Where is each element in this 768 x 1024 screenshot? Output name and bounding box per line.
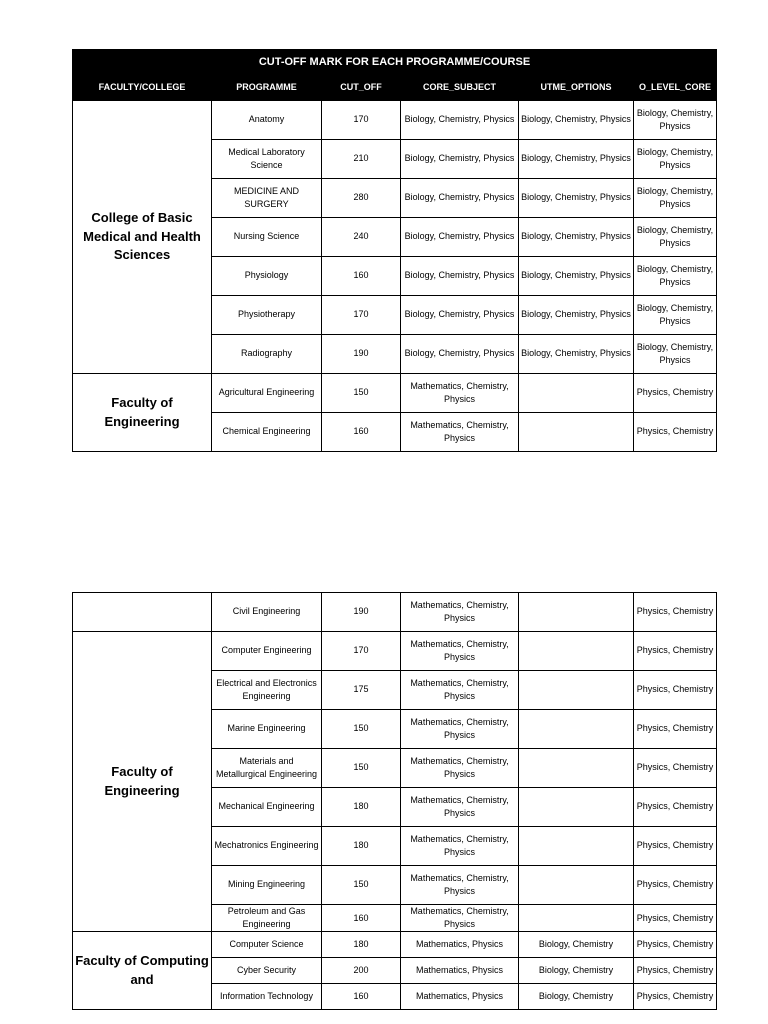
utme-options-cell — [519, 374, 634, 413]
cut-off-cell: 160 — [322, 257, 401, 296]
faculty-cell: Faculty of Engineering — [73, 374, 212, 452]
core-subject-cell: Biology, Chemistry, Physics — [401, 335, 519, 374]
programme-cell: Petroleum and Gas Engineering — [212, 905, 322, 932]
programme-cell: Radiography — [212, 335, 322, 374]
core-subject-cell: Mathematics, Chemistry, Physics — [401, 788, 519, 827]
utme-options-cell — [519, 866, 634, 905]
cutoff-table-page1 — [72, 49, 717, 452]
o-level-core-cell: Biology, Chemistry, Physics — [634, 257, 717, 296]
cut-off-cell: 280 — [322, 179, 401, 218]
table-row — [73, 374, 717, 413]
utme-options-cell — [519, 905, 634, 932]
core-subject-cell: Mathematics, Chemistry, Physics — [401, 710, 519, 749]
utme-options-cell — [519, 749, 634, 788]
utme-options-cell: Biology, Chemistry, Physics — [519, 257, 634, 296]
table-row — [73, 932, 717, 958]
utme-options-cell — [519, 413, 634, 452]
core-subject-cell: Biology, Chemistry, Physics — [401, 140, 519, 179]
o-level-core-cell: Physics, Chemistry — [634, 827, 717, 866]
faculty-cell: Faculty of Computing and — [73, 932, 212, 1010]
o-level-core-cell: Physics, Chemistry — [634, 932, 717, 958]
o-level-core-cell: Physics, Chemistry — [634, 749, 717, 788]
cutoff-table-page2 — [72, 592, 717, 1010]
cut-off-cell: 160 — [322, 984, 401, 1010]
cut-off-cell: 200 — [322, 958, 401, 984]
core-subject-cell: Mathematics, Chemistry, Physics — [401, 866, 519, 905]
programme-cell: Mechatronics Engineering — [212, 827, 322, 866]
column-header-programme: PROGRAMME — [212, 76, 322, 101]
cut-off-cell: 160 — [322, 413, 401, 452]
utme-options-cell: Biology, Chemistry — [519, 932, 634, 958]
o-level-core-cell: Physics, Chemistry — [634, 866, 717, 905]
cut-off-cell: 190 — [322, 335, 401, 374]
o-level-core-cell: Physics, Chemistry — [634, 374, 717, 413]
o-level-core-cell: Biology, Chemistry, Physics — [634, 218, 717, 257]
core-subject-cell: Mathematics, Chemistry, Physics — [401, 827, 519, 866]
cut-off-cell: 180 — [322, 932, 401, 958]
cut-off-cell: 150 — [322, 749, 401, 788]
programme-cell: Nursing Science — [212, 218, 322, 257]
core-subject-cell: Biology, Chemistry, Physics — [401, 257, 519, 296]
table-row — [73, 632, 717, 671]
utme-options-cell — [519, 671, 634, 710]
cut-off-cell: 190 — [322, 593, 401, 632]
utme-options-cell — [519, 593, 634, 632]
programme-cell: Medical Laboratory Science — [212, 140, 322, 179]
table-title: CUT-OFF MARK FOR EACH PROGRAMME/COURSE — [73, 50, 717, 76]
utme-options-cell: Biology, Chemistry — [519, 958, 634, 984]
o-level-core-cell: Biology, Chemistry, Physics — [634, 296, 717, 335]
table-row — [73, 101, 717, 140]
core-subject-cell: Mathematics, Chemistry, Physics — [401, 749, 519, 788]
core-subject-cell: Mathematics, Physics — [401, 958, 519, 984]
cut-off-cell: 170 — [322, 632, 401, 671]
o-level-core-cell: Physics, Chemistry — [634, 788, 717, 827]
programme-cell: Physiotherapy — [212, 296, 322, 335]
cut-off-cell: 175 — [322, 671, 401, 710]
core-subject-cell: Mathematics, Chemistry, Physics — [401, 905, 519, 932]
core-subject-cell: Biology, Chemistry, Physics — [401, 179, 519, 218]
utme-options-cell — [519, 827, 634, 866]
programme-cell: Computer Engineering — [212, 632, 322, 671]
core-subject-cell: Biology, Chemistry, Physics — [401, 296, 519, 335]
faculty-cell: College of Basic Medical and Health Sciences — [73, 101, 212, 374]
o-level-core-cell: Physics, Chemistry — [634, 984, 717, 1010]
cut-off-cell: 240 — [322, 218, 401, 257]
programme-cell: Information Technology — [212, 984, 322, 1010]
cut-off-cell: 150 — [322, 710, 401, 749]
column-header-o-level-core: O_LEVEL_CORE — [634, 76, 717, 101]
column-header-utme-options: UTME_OPTIONS — [519, 76, 634, 101]
column-header-cut-off: CUT_OFF — [322, 76, 401, 101]
table-row — [73, 593, 717, 632]
core-subject-cell: Mathematics, Chemistry, Physics — [401, 413, 519, 452]
programme-cell: MEDICINE AND SURGERY — [212, 179, 322, 218]
utme-options-cell: Biology, Chemistry, Physics — [519, 218, 634, 257]
o-level-core-cell: Physics, Chemistry — [634, 413, 717, 452]
core-subject-cell: Biology, Chemistry, Physics — [401, 101, 519, 140]
faculty-cell: Faculty of Engineering — [73, 632, 212, 932]
column-header-faculty: FACULTY/COLLEGE — [73, 76, 212, 101]
cut-off-cell: 180 — [322, 788, 401, 827]
programme-cell: Civil Engineering — [212, 593, 322, 632]
cut-off-cell: 150 — [322, 866, 401, 905]
o-level-core-cell: Physics, Chemistry — [634, 958, 717, 984]
utme-options-cell: Biology, Chemistry, Physics — [519, 296, 634, 335]
cut-off-cell: 170 — [322, 296, 401, 335]
programme-cell: Cyber Security — [212, 958, 322, 984]
core-subject-cell: Biology, Chemistry, Physics — [401, 218, 519, 257]
cut-off-cell: 180 — [322, 827, 401, 866]
cut-off-cell: 160 — [322, 905, 401, 932]
programme-cell: Materials and Metallurgical Engineering — [212, 749, 322, 788]
o-level-core-cell: Physics, Chemistry — [634, 671, 717, 710]
core-subject-cell: Mathematics, Physics — [401, 932, 519, 958]
utme-options-cell: Biology, Chemistry, Physics — [519, 179, 634, 218]
utme-options-cell: Biology, Chemistry, Physics — [519, 140, 634, 179]
utme-options-cell — [519, 632, 634, 671]
core-subject-cell: Mathematics, Chemistry, Physics — [401, 374, 519, 413]
cut-off-cell: 170 — [322, 101, 401, 140]
programme-cell: Mechanical Engineering — [212, 788, 322, 827]
o-level-core-cell: Biology, Chemistry, Physics — [634, 101, 717, 140]
programme-cell: Chemical Engineering — [212, 413, 322, 452]
o-level-core-cell: Biology, Chemistry, Physics — [634, 140, 717, 179]
faculty-cell-continued — [73, 593, 212, 632]
utme-options-cell: Biology, Chemistry, Physics — [519, 335, 634, 374]
o-level-core-cell: Biology, Chemistry, Physics — [634, 179, 717, 218]
programme-cell: Mining Engineering — [212, 866, 322, 905]
o-level-core-cell: Physics, Chemistry — [634, 632, 717, 671]
cut-off-cell: 210 — [322, 140, 401, 179]
programme-cell: Physiology — [212, 257, 322, 296]
utme-options-cell — [519, 710, 634, 749]
programme-cell: Electrical and Electronics Engineering — [212, 671, 322, 710]
core-subject-cell: Mathematics, Chemistry, Physics — [401, 632, 519, 671]
core-subject-cell: Mathematics, Chemistry, Physics — [401, 671, 519, 710]
programme-cell: Computer Science — [212, 932, 322, 958]
programme-cell: Marine Engineering — [212, 710, 322, 749]
programme-cell: Agricultural Engineering — [212, 374, 322, 413]
core-subject-cell: Mathematics, Chemistry, Physics — [401, 593, 519, 632]
programme-cell: Anatomy — [212, 101, 322, 140]
utme-options-cell: Biology, Chemistry — [519, 984, 634, 1010]
core-subject-cell: Mathematics, Physics — [401, 984, 519, 1010]
o-level-core-cell: Biology, Chemistry, Physics — [634, 335, 717, 374]
utme-options-cell: Biology, Chemistry, Physics — [519, 101, 634, 140]
column-header-core-subject: CORE_SUBJECT — [401, 76, 519, 101]
o-level-core-cell: Physics, Chemistry — [634, 710, 717, 749]
o-level-core-cell: Physics, Chemistry — [634, 593, 717, 632]
cut-off-cell: 150 — [322, 374, 401, 413]
utme-options-cell — [519, 788, 634, 827]
o-level-core-cell: Physics, Chemistry — [634, 905, 717, 932]
